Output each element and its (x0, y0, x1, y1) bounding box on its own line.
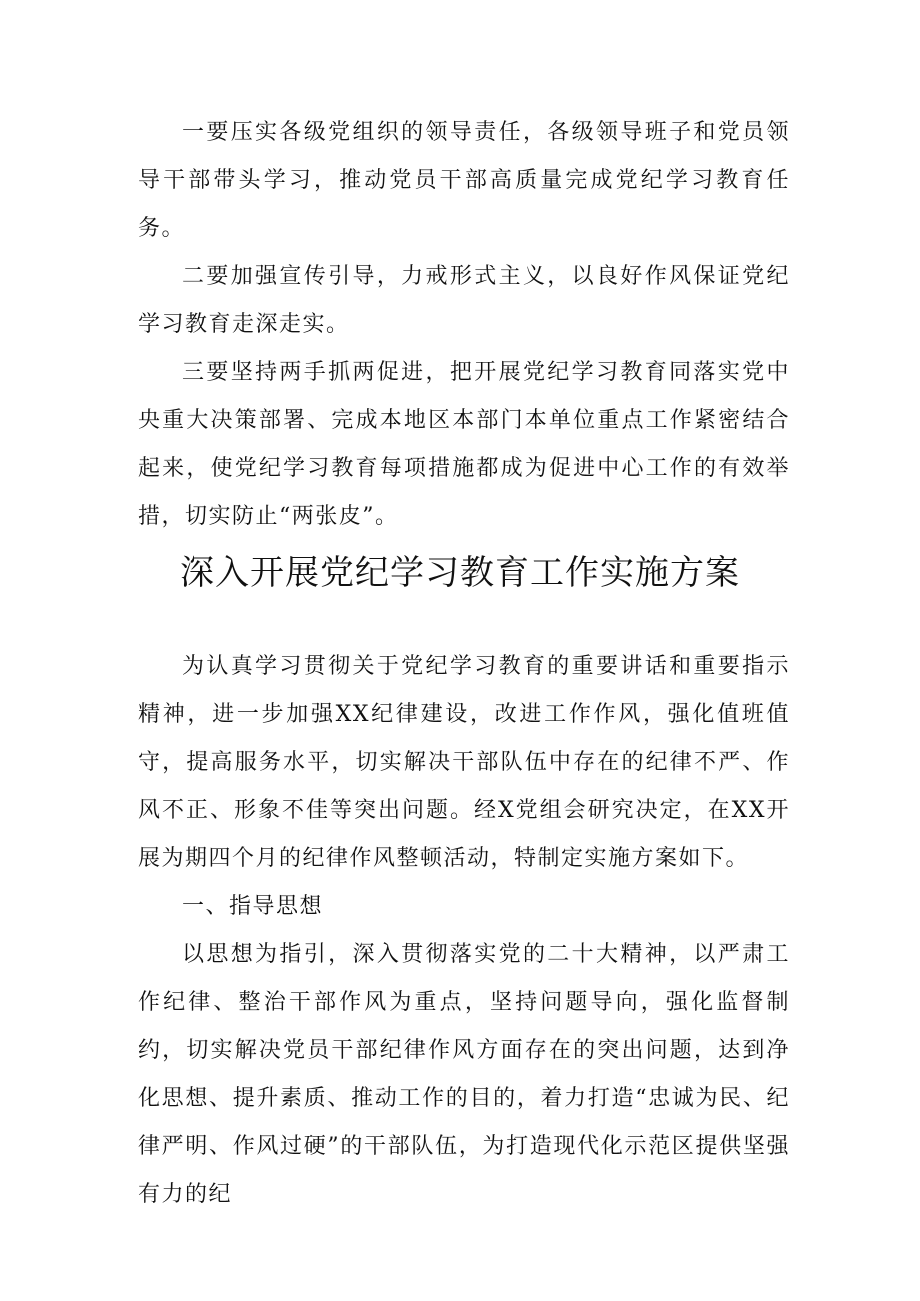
document-title: 深入开展党纪学习教育工作实施方案 (180, 553, 740, 593)
paragraph-requirement-2: 二要加强宣传引导，力戒形式主义，以良好作风保证党纪学习教育走深走实。 (138, 264, 790, 337)
paragraph-requirement-1: 一要压实各级党组织的领导责任，各级领导班子和党员领导干部带头学习，推动党员干部高质量完成党纪学习教育任务。 (138, 120, 790, 241)
paragraph-intro: 为认真学习贯彻关于党纪学习教育的重要讲话和重要指示精神，进一步加强XX纪律建设，改进工作作风，强化值班值守，提高服务水平，切实解决干部队伍中存在的纪律不严、作风不正、形象不佳等突出问题。经X党组会研究决定，在XX开展为期四个月的纪律作风整顿活动，特制定实施方案如下。 (138, 654, 790, 871)
section-heading-guiding-ideology: 一、指导思想 (182, 894, 324, 919)
document-body (138, 643, 790, 1219)
paragraph-requirement-3: 三要坚持两手抓两促进，把开展党纪学习教育同落实党中央重大决策部署、完成本地区本部门本单位重点工作紧密结合起来，使党纪学习教育每项措施都成为促进中心工作的有效举措，切实防止“两张皮”。 (138, 360, 790, 529)
paragraph-guiding-ideology: 以思想为指引，深入贯彻落实党的二十大精神，以严肃工作纪律、整治干部作风为重点，坚持问题导向，强化监督制约，切实解决党员干部纪律作风方面存在的突出问题，达到净化思想、提升素质、推动工作的目的，着力打造“忠诚为民、纪律严明、作风过硬”的干部队伍，为打造现代化示范区提供坚强有力的纪 (138, 942, 790, 1207)
continued-section (138, 109, 790, 541)
